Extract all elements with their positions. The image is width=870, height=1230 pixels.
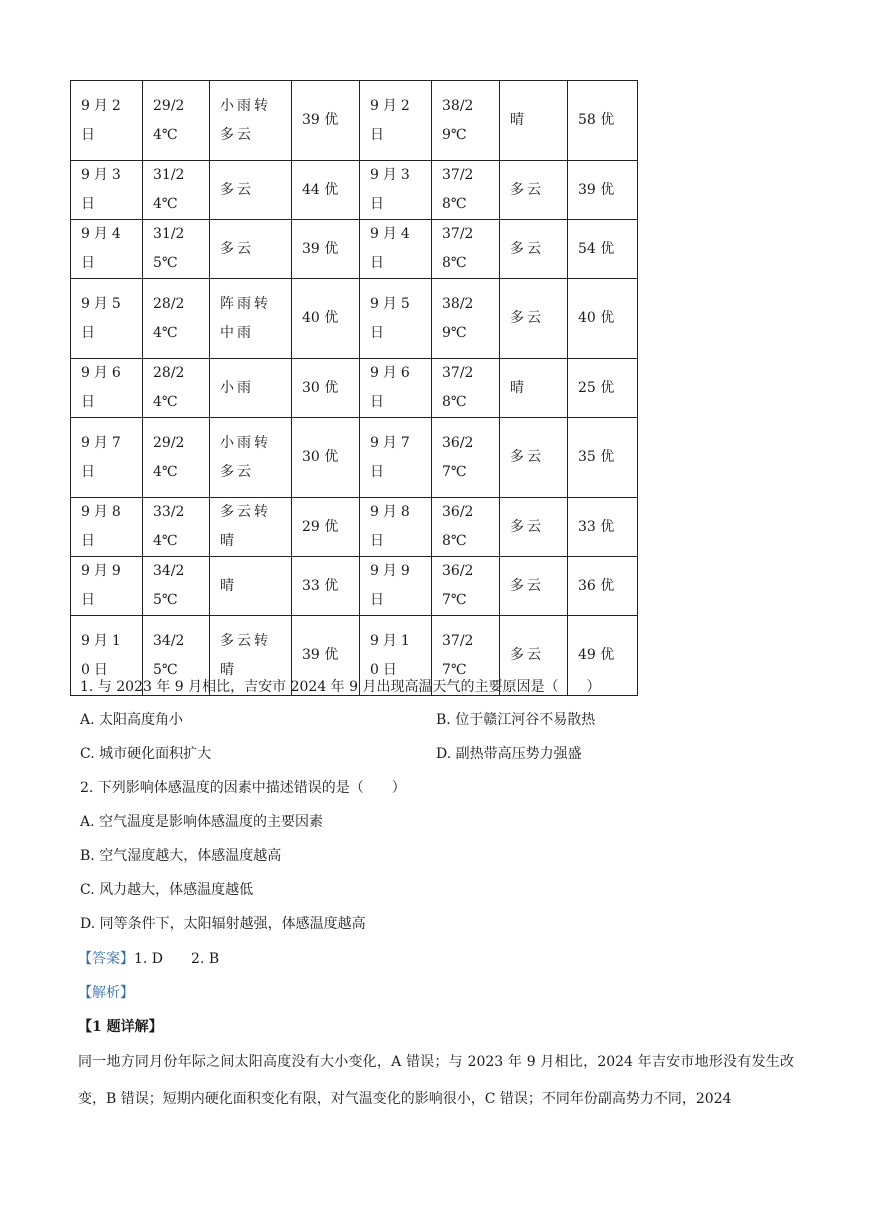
answer-label: 【答案】 xyxy=(78,951,134,967)
date-cell: 9月9日 xyxy=(71,557,143,616)
weather-cell: 晴 xyxy=(500,81,568,161)
temperature-cell: 38/29℃ xyxy=(432,279,500,359)
weather-cell: 晴 xyxy=(210,557,292,616)
temperature-cell: 29/24℃ xyxy=(143,418,210,498)
date-cell: 9月2日 xyxy=(71,81,143,161)
aqi-cell: 35 优 xyxy=(568,418,638,498)
aqi-cell: 36 优 xyxy=(568,557,638,616)
aqi-cell: 39 优 xyxy=(292,81,360,161)
answer-line xyxy=(78,949,219,969)
date-cell: 9月5日 xyxy=(360,279,432,359)
temperature-cell: 28/24℃ xyxy=(143,359,210,418)
table-row xyxy=(71,220,638,279)
table-row xyxy=(71,161,638,220)
date-cell: 9月10日 xyxy=(71,616,143,696)
aqi-cell: 25 优 xyxy=(568,359,638,418)
weather-comparison-table xyxy=(70,80,638,696)
date-cell: 9月3日 xyxy=(360,161,432,220)
aqi-cell: 58 优 xyxy=(568,81,638,161)
aqi-cell: 40 优 xyxy=(292,279,360,359)
aqi-cell: 39 优 xyxy=(292,220,360,279)
date-cell: 9月9日 xyxy=(360,557,432,616)
aqi-cell: 29 优 xyxy=(292,498,360,557)
weather-cell: 多云 xyxy=(500,161,568,220)
aqi-cell: 33 优 xyxy=(292,557,360,616)
date-cell: 9月10日 xyxy=(360,616,432,696)
weather-cell: 小雨转多云 xyxy=(210,418,292,498)
weather-cell: 多云 xyxy=(210,220,292,279)
weather-cell: 晴 xyxy=(500,359,568,418)
question-1-option-a: A. 太阳高度角小 xyxy=(80,712,184,728)
aqi-cell: 44 优 xyxy=(292,161,360,220)
date-cell: 9月6日 xyxy=(360,359,432,418)
date-cell: 9月6日 xyxy=(71,359,143,418)
date-cell: 9月3日 xyxy=(71,161,143,220)
date-cell: 9月8日 xyxy=(360,498,432,557)
question-1-option-d: D. 副热带高压势力强盛 xyxy=(436,746,582,762)
temperature-cell: 31/24℃ xyxy=(143,161,210,220)
aqi-cell: 54 优 xyxy=(568,220,638,279)
question-2-option-c: C. 风力越大，体感温度越低 xyxy=(80,882,254,898)
temperature-cell: 36/27℃ xyxy=(432,557,500,616)
temperature-cell: 37/28℃ xyxy=(432,220,500,279)
temperature-cell: 31/25℃ xyxy=(143,220,210,279)
aqi-cell: 30 优 xyxy=(292,359,360,418)
answer-text: 1. D 2. B xyxy=(134,951,220,967)
question-1-detail-heading: 【1 题详解】 xyxy=(78,1019,163,1035)
table-row xyxy=(71,359,638,418)
question-2-option-a: A. 空气温度是影响体感温度的主要因素 xyxy=(80,814,324,830)
table-row xyxy=(71,498,638,557)
date-cell: 9月2日 xyxy=(360,81,432,161)
temperature-cell: 38/29℃ xyxy=(432,81,500,161)
weather-cell: 多云 xyxy=(500,279,568,359)
table-row xyxy=(71,418,638,498)
weather-cell: 多云 xyxy=(210,161,292,220)
temperature-cell: 37/28℃ xyxy=(432,359,500,418)
question-1-detail-paragraph: 同一地方同月份年际之间太阳高度没有大小变化，A 错误；与 2023 年 9 月相比，2024 年吉安市地形没有发生改变，B 错误；短期内硬化面积变化有限，对气温变化的影响很小，C 错误；不同年份副高势力不同，2024 xyxy=(78,1054,794,1107)
question-1-option-b: B. 位于赣江河谷不易散热 xyxy=(436,712,596,728)
temperature-cell: 36/28℃ xyxy=(432,498,500,557)
temperature-cell: 36/27℃ xyxy=(432,418,500,498)
temperature-cell: 34/25℃ xyxy=(143,616,210,696)
temperature-cell: 33/24℃ xyxy=(143,498,210,557)
table-row xyxy=(71,557,638,616)
weather-cell: 多云 xyxy=(500,220,568,279)
temperature-cell: 28/24℃ xyxy=(143,279,210,359)
temperature-cell: 37/27℃ xyxy=(432,616,500,696)
weather-cell: 多云 xyxy=(500,557,568,616)
date-cell: 9月7日 xyxy=(360,418,432,498)
table-row xyxy=(71,279,638,359)
aqi-cell: 39 优 xyxy=(292,616,360,696)
weather-cell: 小雨转多云 xyxy=(210,81,292,161)
question-1-option-c: C. 城市硬化面积扩大 xyxy=(80,746,212,762)
aqi-cell: 30 优 xyxy=(292,418,360,498)
date-cell: 9月4日 xyxy=(71,220,143,279)
weather-cell: 多云转晴 xyxy=(210,616,292,696)
date-cell: 9月4日 xyxy=(360,220,432,279)
aqi-cell: 39 优 xyxy=(568,161,638,220)
aqi-cell: 40 优 xyxy=(568,279,638,359)
weather-cell: 小雨 xyxy=(210,359,292,418)
date-cell: 9月8日 xyxy=(71,498,143,557)
weather-cell: 多云转晴 xyxy=(210,498,292,557)
question-2-option-d: D. 同等条件下，太阳辐射越强，体感温度越高 xyxy=(80,916,366,932)
date-cell: 9月7日 xyxy=(71,418,143,498)
date-cell: 9月5日 xyxy=(71,279,143,359)
aqi-cell: 49 优 xyxy=(568,616,638,696)
weather-cell: 多云 xyxy=(500,418,568,498)
analysis-label: 【解析】 xyxy=(78,985,134,1001)
temperature-cell: 37/28℃ xyxy=(432,161,500,220)
weather-cell: 多云 xyxy=(500,616,568,696)
temperature-cell: 29/24℃ xyxy=(143,81,210,161)
question-1-stem: 1. 与 2023 年 9 月相比，吉安市 2024 年 9 月出现高温天气的主要原因是（ ） xyxy=(80,679,601,695)
temperature-cell: 34/25℃ xyxy=(143,557,210,616)
aqi-cell: 33 优 xyxy=(568,498,638,557)
weather-cell: 阵雨转中雨 xyxy=(210,279,292,359)
question-2-option-b: B. 空气湿度越大，体感温度越高 xyxy=(80,848,282,864)
question-2-stem: 2. 下列影响体感温度的因素中描述错误的是（ ） xyxy=(80,780,406,796)
weather-cell: 多云 xyxy=(500,498,568,557)
table-row xyxy=(71,81,638,161)
